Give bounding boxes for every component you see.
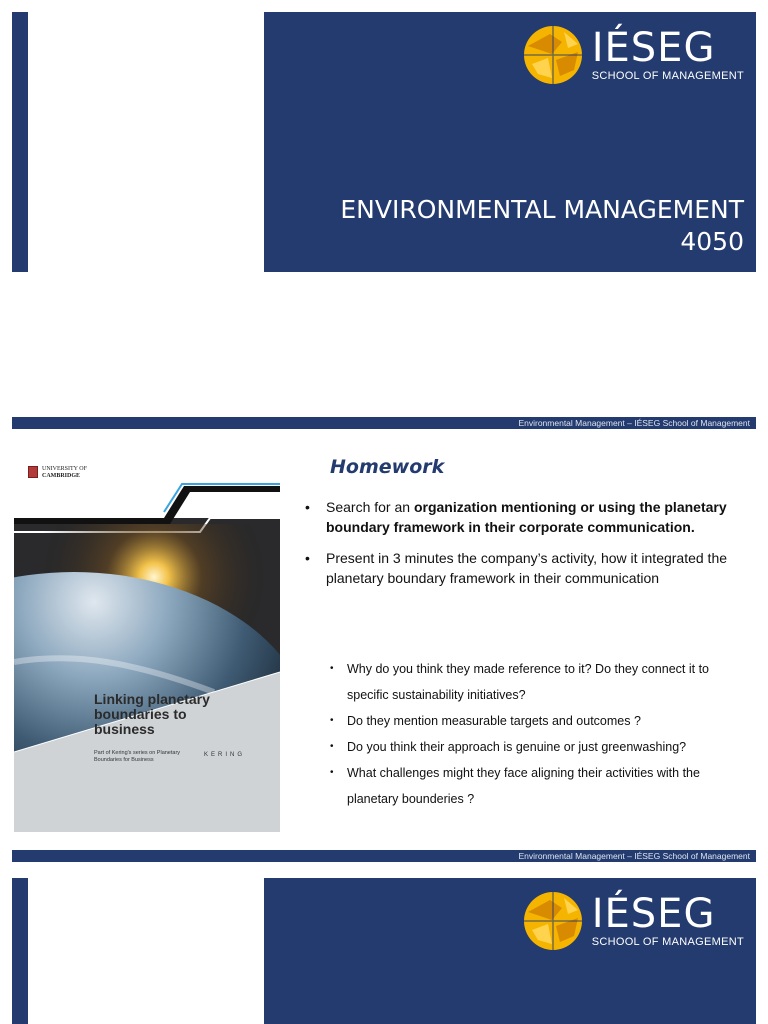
kering-logo: KERING: [204, 752, 246, 758]
slide1-sidebar: [12, 12, 28, 272]
cover-subtitle-line1: Part of Kering's series on Planetary: [94, 750, 181, 756]
ieseg-logo: [522, 890, 744, 952]
logo-subtitle: SCHOOL OF MANAGEMENT: [591, 70, 744, 82]
cover-subtitle: [94, 750, 180, 764]
bullet-search: [305, 498, 735, 537]
slide1-title-panel: [264, 12, 756, 272]
cover-title-line2: boundaries to: [94, 706, 187, 722]
university-line2: CAMBRIDGE: [42, 473, 81, 479]
sub-bullet: • Do they mention measurable targets and outcomes ?: [330, 708, 740, 734]
sub-bullets: [330, 656, 740, 812]
ieseg-globe-icon: [522, 24, 584, 86]
sub-bullet: • Do you think their approach is genuine or just greenwashing?: [330, 734, 740, 760]
logo-name: IÉSEG: [591, 891, 716, 937]
bullet-search-bold: organization mentioning or using the planetary boundary framework in their corporate communication.: [326, 499, 727, 535]
cover-subtitle-line2: Boundaries for Business: [94, 757, 154, 763]
homework-heading: Homework: [330, 456, 445, 478]
course-number: 4050: [680, 227, 744, 256]
ieseg-logo: [522, 24, 744, 86]
logo-name: IÉSEG: [591, 25, 716, 71]
earth-illustration: [14, 452, 280, 832]
report-cover-image: [14, 452, 280, 832]
cover-title-line1: Linking planetary: [94, 691, 210, 707]
sub-bullet: • What challenges might they face aligning their activities with the planetary bounderies ?: [330, 760, 740, 812]
ieseg-globe-icon: [522, 890, 584, 952]
bullet-present: • Present in 3 minutes the company’s activity, how it integrated the planetary boundary framework in their communication: [305, 549, 735, 588]
slide1-title: [340, 194, 744, 258]
cover-title-line3: business: [94, 721, 155, 737]
footer-text: Environmental Management – IÉSEG School of Management: [518, 851, 750, 861]
slide3-sidebar: [12, 878, 28, 1024]
main-bullets: [305, 498, 735, 600]
slide2-footer-bar: [12, 850, 756, 862]
bullet-search-lead: Search for an: [326, 499, 414, 515]
logo-subtitle: SCHOOL OF MANAGEMENT: [591, 936, 744, 948]
course-title: ENVIRONMENTAL MANAGEMENT: [340, 195, 744, 224]
university-line1: UNIVERSITY OF: [42, 466, 87, 472]
header-text: Environmental Management – IÉSEG School of Management: [518, 418, 750, 428]
slide3-title-panel: [264, 878, 756, 1024]
slide2-header-bar: [12, 417, 756, 429]
sub-bullet: • Why do you think they made reference to it? Do they connect it to specific sustainability initiatives?: [330, 656, 740, 708]
cover-title: [94, 692, 210, 737]
